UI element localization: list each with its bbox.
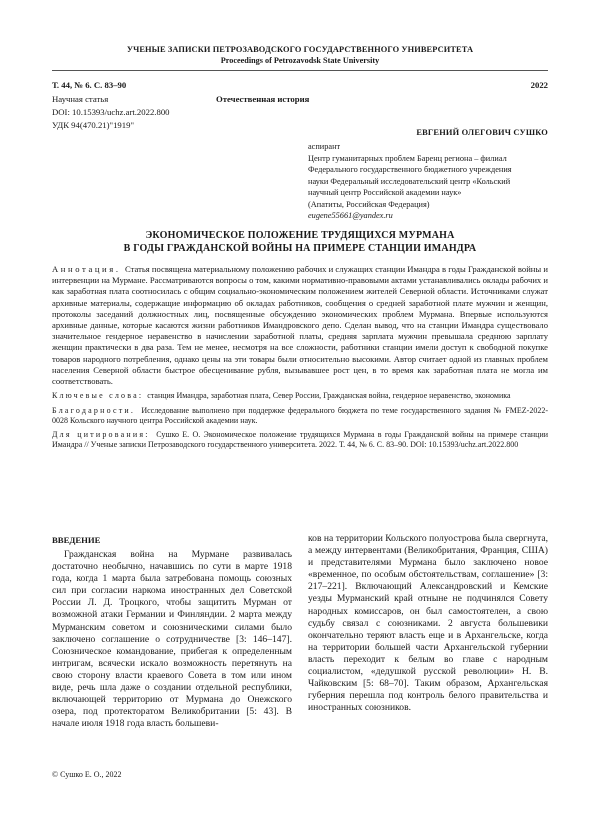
publication-year: 2022 xyxy=(530,80,548,90)
abstract-label: Аннотация. xyxy=(52,264,121,274)
keywords xyxy=(52,391,548,401)
citation xyxy=(52,430,548,451)
affiliation-line: Федерального государственного бюджетного учреждения xyxy=(308,165,512,174)
affiliation-line: науки Федеральный исследовательский центр «Кольский xyxy=(308,176,511,186)
abstract xyxy=(52,264,548,387)
author-affiliation xyxy=(308,141,550,222)
citation-text: Сушко Е. О. Экономическое положение трудящихся Мурмана в годы Гражданской войны на примере станции Имандра // Ученые записки Петрозаводского государственного университета. 2022. Т. 44, № 6. С. 83–90. DOI: 10.15393/uchz.art.2022.800 xyxy=(52,430,549,450)
author-email[interactable]: eugene55661@yandex.ru xyxy=(308,211,393,220)
volume-info: Т. 44, № 6. С. 83–90 xyxy=(52,80,127,90)
keywords-label: Ключевые слова: xyxy=(52,391,144,401)
udk-code: УДК 94(470.21)"1919" xyxy=(52,120,134,130)
affiliation-line: научный центр Российской академии наук» xyxy=(308,188,462,197)
acknowledgments-text: Исследование выполнено при поддержке федерального бюджета по теме государственного задания № FMEZ-2022-0028 Кольского научного центра Российской академии наук. xyxy=(52,405,548,425)
intro-paragraph-continued: ков на территории Кольского полуострова была свергнута, а между интервентами (Великобритания, Франция, США) и представителями Мурмана было заключено новое «временное, по особым обстоятельствам, соглашение» [3: 217–221]. Включающий Александровский и Кемские уезды Мурманский край отныне не подчинялся Совету народных комиссаров, он был самостоятелен, а свою судьбу связал с союзниками. 2 августа большевики окончательно теряют власть еще и в Архангельске, когда на территории большей части Архангельской губернии власть переходит к белым во главе с народным социалистом, «дедушкой русской революции» Н. В. Чайковским [5: 68–70]. Таким образом, Архангельская губерния перешла под контроль белого правительства и иностранных союзников. xyxy=(308,533,548,714)
abstract-text: Статья посвящена материальному положению рабочих и служащих станции Имандра в годы Гражданской войны и интервенции на Мурмане. Рассматриваются вопросы о том, какими нормативно-правовыми актами устанавливались оклады рабочих и как заработная плата соотносилась с общим социально-экономическим положением жителей Северной области. Источниками служат архивные материалы, содержащие информацию об окладах работников, сообщения о средней заработной плате мужчин и женщин, протоколы заседаний должностных лиц, посвященные обсуждению экономических проблем Мурмана. Впервые используются архивные данные, которые касаются жизни работников Имандровского депо. Сделан вывод, что на станции Имандра существовало значительное гендерное неравенство в начислении заработной платы, средняя зарплата мужчин превышала среднюю зарплату женщин практически в два раза. Тем не менее, несмотря на все сложности, работники станции имели доступ к свободной покупке товаров народного потребления, однако цены на эти товары были относительно высокими. Автор считает одной из главных проблем населения Северной области быстрое обесценивание рубля, вызывавшее рост цен, в то время как заработная плата не могла им соответствовать. xyxy=(52,264,548,387)
doi[interactable]: DOI: 10.15393/uchz.art.2022.800 xyxy=(52,107,170,117)
front-matter xyxy=(52,264,548,455)
article-type: Научная статья xyxy=(52,94,109,104)
article-title xyxy=(52,229,548,255)
intro-left-column xyxy=(52,549,292,730)
acknowledgments xyxy=(52,406,548,427)
intro-heading: ВВЕДЕНИЕ xyxy=(52,535,101,545)
journal-subtitle: Proceedings of Petrozavodsk State University xyxy=(220,56,380,65)
header-divider xyxy=(52,70,548,71)
copyright: © Сушко Е. О., 2022 xyxy=(52,770,122,779)
journal-title: УЧЕНЫЕ ЗАПИСКИ ПЕТРОЗАВОДСКОГО ГОСУДАРСТВЕННОГО УНИВЕРСИТЕТА xyxy=(126,45,474,54)
journal-section: Отечественная история xyxy=(216,94,310,104)
article-title-line: В ГОДЫ ГРАЖДАНСКОЙ ВОЙНЫ НА ПРИМЕРЕ СТАНЦИИ ИМАНДРА xyxy=(123,243,477,254)
affiliation-line: (Апатиты, Российская Федерация) xyxy=(308,199,430,209)
acknowledgments-label: Благодарности. xyxy=(52,405,136,415)
affiliation-line: Центр гуманитарных проблем Баренц региона – филиал xyxy=(308,153,507,163)
article-title-line: ЭКОНОМИЧЕСКОЕ ПОЛОЖЕНИЕ ТРУДЯЩИХСЯ МУРМАНА xyxy=(145,230,455,241)
author-name: ЕВГЕНИЙ ОЛЕГОВИЧ СУШКО xyxy=(416,128,548,137)
keywords-text: станция Имандра, заработная плата, Север России, Гражданская война, гендерное неравенство, экономика xyxy=(147,391,511,401)
affiliation-line: аспирант xyxy=(308,142,341,151)
intro-right-column xyxy=(308,533,548,714)
citation-label: Для цитирования: xyxy=(52,430,150,440)
intro-paragraph: Гражданская война на Мурмане развивалась достаточно необычно, начавшись по сути в марте 1918 года, когда 1 марта была затребована помощь союзных сил при согласии наркома иностранных дел Советской России Л. Д. Троцкого, чтобы защитить Мурман от возможной атаки Германии и Финляндии. 2 марта между Мурманским советом и союзническими силами было заключено соглашение о сотрудничестве [3: 146–147]. Союзническое командование, прибегая к определенным интригам, всячески искало возможность перетянуть на свою сторону власти краевого Совета в том или ином виде, речь шла даже о создании отдельной республики, включающей территорию от Мурмана до Онежского озера, под протекторатом Великобритании [5: 43]. В начале июля 1918 года власть большеви- xyxy=(52,549,292,730)
